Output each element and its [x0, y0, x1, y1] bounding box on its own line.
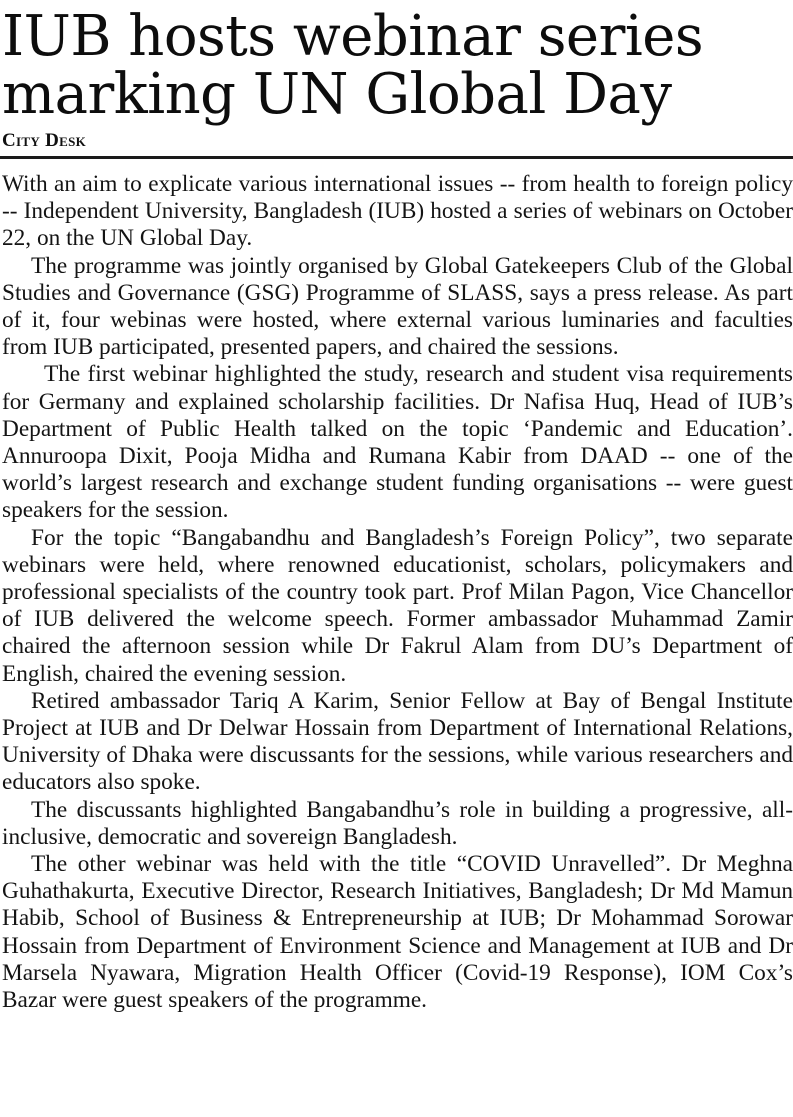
- paragraph-highlights: The discussants highlighted Bangabandhu’s role in building a progressive, all-inclusive, democratic and sovereign Bangladesh.: [2, 796, 793, 850]
- paragraph-intro: With an aim to explicate various international issues -- from health to foreign policy -- Independent University, Bangladesh (IUB) hosted a series of webinars on October 22, on the UN Global Day.: [2, 171, 793, 252]
- paragraph-covid-webinar: The other webinar was held with the title “COVID Unravelled”. Dr Meghna Guhathakurta, Executive Director, Research Initiatives, Bangladesh; Dr Md Mamun Habib, School of Business & Entrepreneurship at IUB; Dr Mohammad Sorowar Hossain from Department of Environment Science and Management at IUB and Dr Marsela Nyawara, Migration Health Officer (Covid-19 Response), IOM Cox’s Bazar were guest speakers of the programme.: [2, 851, 793, 1014]
- paragraph-discussants: Retired ambassador Tariq A Karim, Senior Fellow at Bay of Bengal Institute Project at IUB and Dr Delwar Hossain from Department of International Relations, University of Dhaka were discussants for the sessions, while various researchers and educators also spoke.: [2, 687, 793, 796]
- paragraph-first-webinar: The first webinar highlighted the study, research and student visa requirements for Germany and explained scholarship facilities. Dr Nafisa Huq, Head of IUB’s Department of Public Health talked on the topic ‘Pandemic and Education’. Annuroopa Dixit, Pooja Midha and Rumana Kabir from DAAD -- one of the world’s largest research and exchange student funding organisations -- were guest speakers for the session.: [2, 361, 793, 524]
- paragraph-organisers: The programme was jointly organised by Global Gatekeepers Club of the Global Studies and Governance (GSG) Programme of SLASS, says a press release. As part of it, four webinas were hosted, where external various luminaries and faculties from IUB participated, presented papers, and chaired the sessions.: [2, 252, 793, 361]
- article-body: [0, 159, 793, 1014]
- paragraph-foreign-policy: For the topic “Bangabandhu and Bangladesh’s Foreign Policy”, two separate webinars were held, where renowned educationist, scholars, policymakers and professional specialists of the country took part. Prof Milan Pagon, Vice Chancellor of IUB delivered the welcome speech. Former ambassador Muhammad Zamir chaired the afternoon session while Dr Fakrul Alam from DU’s Department of English, chaired the evening session.: [2, 524, 793, 687]
- headline-line-2: marking UN Global Day: [2, 62, 672, 127]
- byline: City Desk: [2, 130, 87, 151]
- article-headline: [0, 0, 793, 127]
- headline-line-1: IUB hosts webinar series: [2, 4, 704, 69]
